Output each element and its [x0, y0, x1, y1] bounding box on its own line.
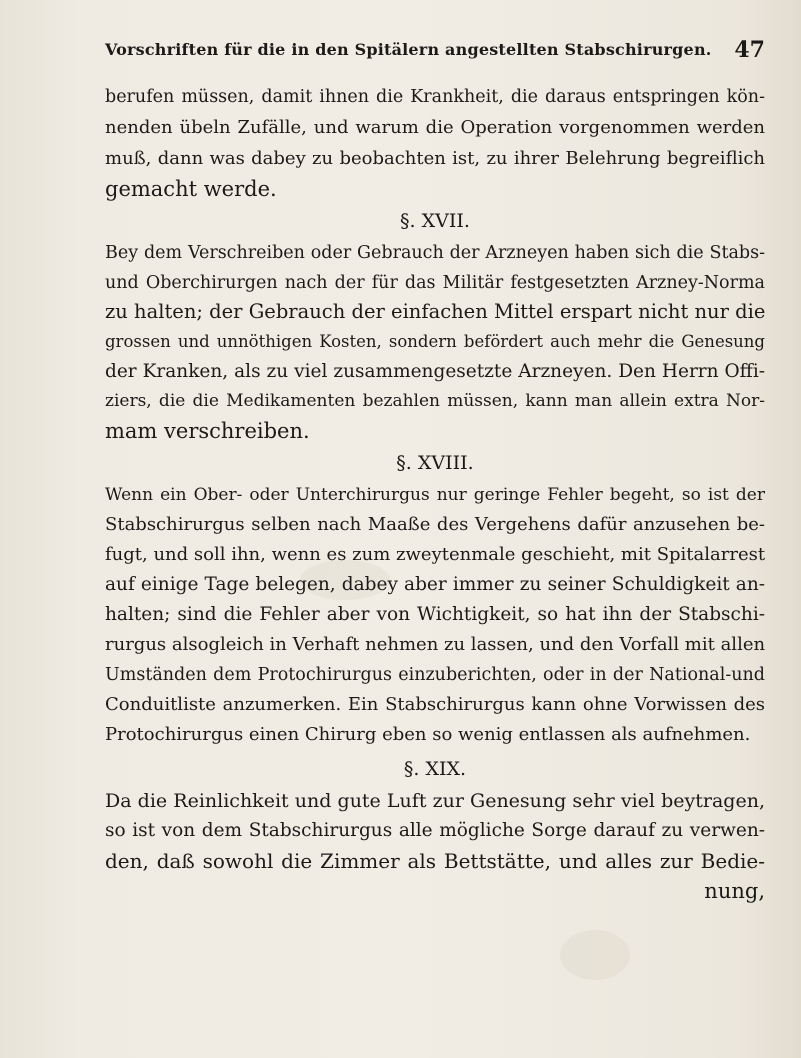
page-header [105, 30, 765, 70]
section-heading: §. XIX. [403, 758, 467, 780]
text-line: mam verschreiben. [105, 419, 310, 443]
text-line: der Kranken, als zu viel zusammengesetzte Arzneyen. Den Herrn Offi- [105, 361, 765, 382]
text-line: und Oberchirurgen nach der für das Militär festgesetzten Arzney-Norma [105, 273, 765, 293]
page-number: 47 [734, 37, 765, 63]
section-heading: §. XVIII. [396, 452, 474, 474]
text-line: Wenn ein Ober- oder Unterchirurgus nur geringe Fehler begeht, so ist der [105, 485, 765, 505]
text-line: halten; sind die Fehler aber von Wichtigkeit, so hat ihn der Stabschi- [105, 604, 765, 625]
text-line: Bey dem Verschreiben oder Gebrauch der Arzneyen haben sich die Stabs- [105, 243, 765, 263]
text-line: muß, dann was dabey zu beobachten ist, zu ihrer Belehrung begreiflich [105, 148, 765, 169]
text-line: rurgus alsogleich in Verhaft nehmen zu lassen, und den Vorfall mit allen [105, 634, 765, 655]
text-line: Conduitliste anzumerken. Ein Stabschirurgus kann ohne Vorwissen des [105, 694, 765, 715]
paper-stain [560, 930, 630, 980]
text-line: ziers, die die Medikamenten bezahlen müssen, kann man allein extra Nor- [105, 391, 765, 411]
text-line: Umständen dem Protochirurgus einzuberichten, oder in der National-und [105, 665, 765, 685]
section-heading: §. XVII. [400, 210, 470, 232]
text-line: nenden übeln Zufälle, und warum die Operation vorgenommen werden [105, 117, 765, 138]
text-line: Stabschirurgus selben nach Maaße des Vergehens dafür anzusehen be- [105, 514, 765, 535]
text-line: so ist von dem Stabschirurgus alle mögliche Sorge darauf zu verwen- [105, 820, 765, 841]
text-line: den, daß sowohl die Zimmer als Bettstätte, und alles zur Bedie- [105, 849, 765, 873]
text-line: zu halten; der Gebrauch der einfachen Mittel erspart nicht nur die [105, 300, 765, 323]
running-title: Vorschriften für die in den Spitälern angestellten Stabschirurgen. [105, 40, 712, 59]
text-line: berufen müssen, damit ihnen die Krankheit, die daraus entspringen kön- [105, 87, 765, 107]
text-line: Da die Reinlichkeit und gute Luft zur Genesung sehr viel beytragen, [105, 790, 765, 812]
text-line: auf einige Tage belegen, dabey aber immer zu seiner Schuldigkeit an- [105, 574, 765, 595]
catchword: nung, [704, 879, 765, 903]
text-line: grossen und unnöthigen Kosten, sondern befördert auch mehr die Genesung [105, 332, 765, 351]
text-line: gemacht werde. [105, 177, 277, 201]
text-line: Protochirurgus einen Chirurg eben so wenig entlassen als aufnehmen. [105, 724, 751, 745]
text-line: fugt, und soll ihn, wenn es zum zweytenmale geschieht, mit Spitalarrest [105, 544, 765, 565]
